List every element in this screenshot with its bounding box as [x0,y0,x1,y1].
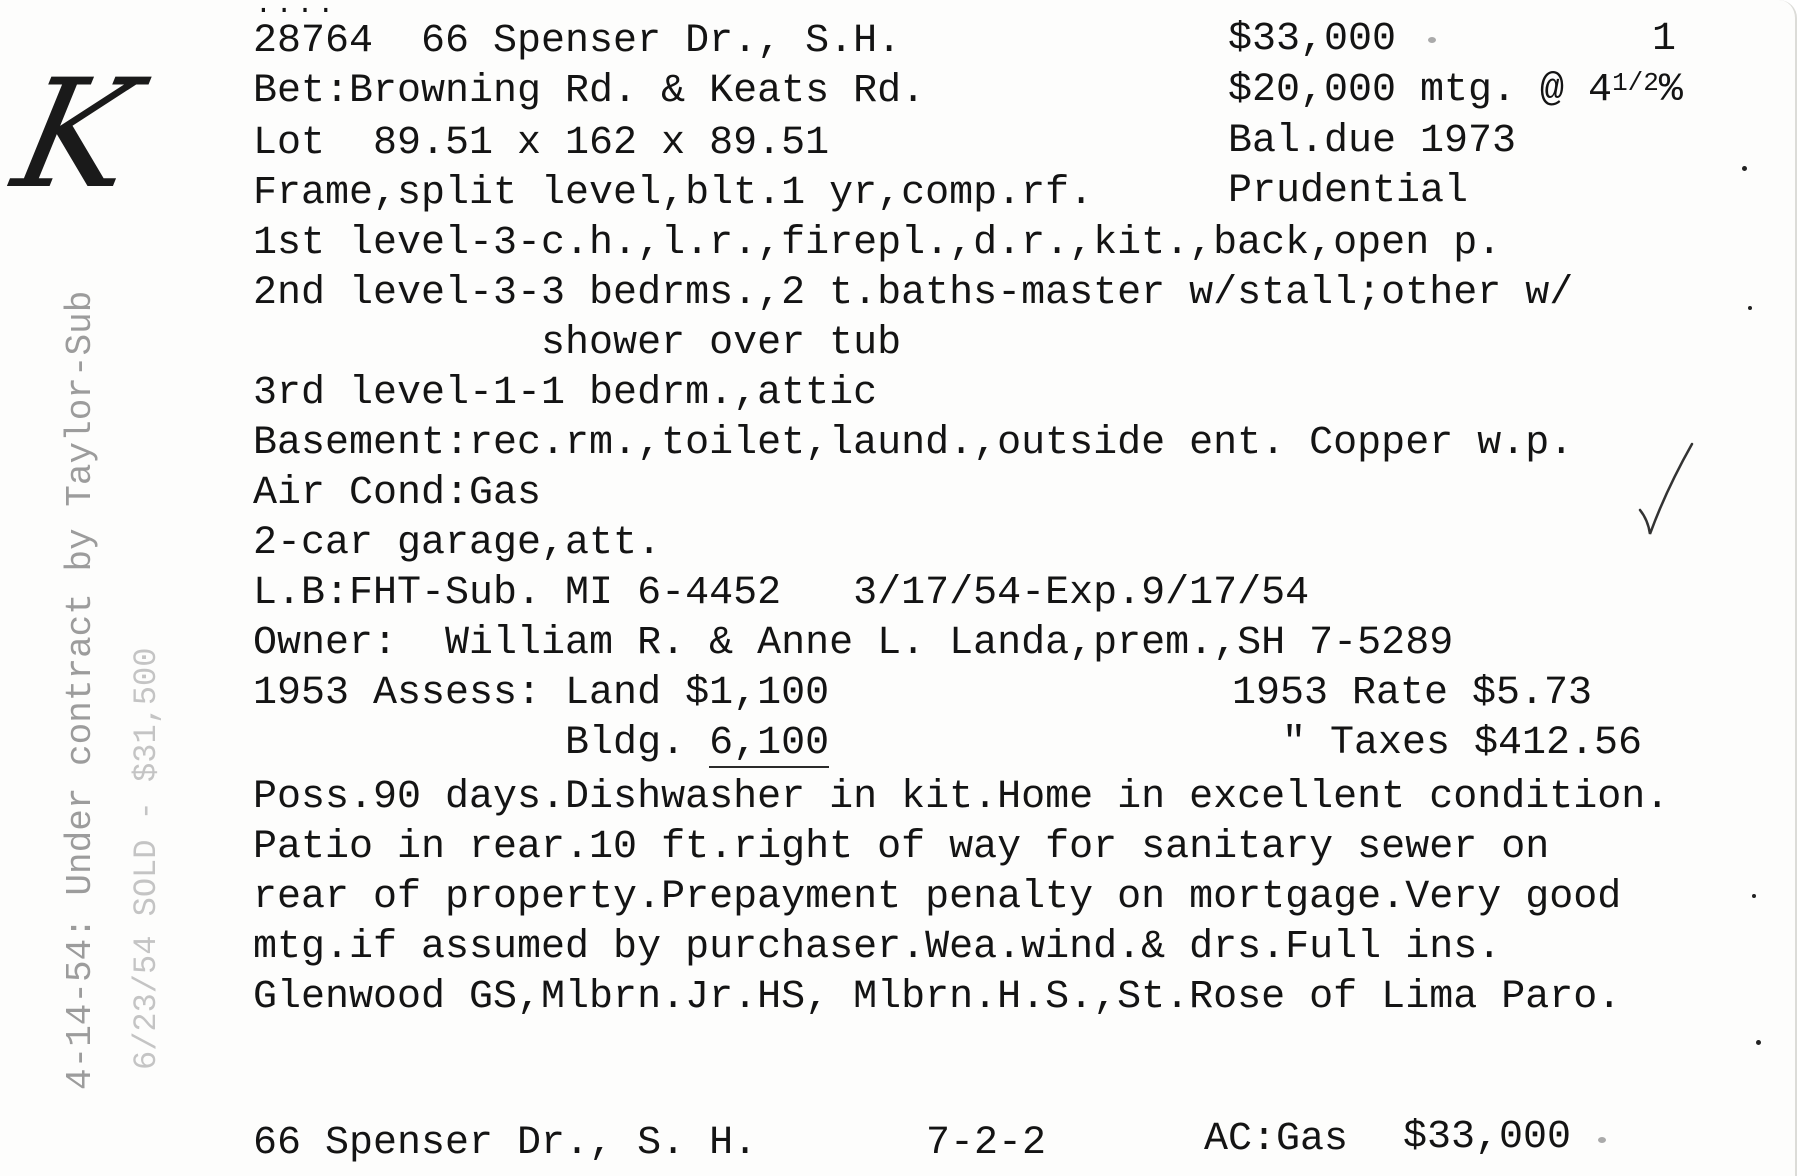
ink-speck [1742,166,1747,171]
ink-speck [1752,894,1756,898]
margin-note-contract: 4-14-54: Under contract by Taylor-Sub [60,290,101,1090]
schools: Glenwood GS,Mlbrn.Jr.HS, Mlbrn.H.S.,St.Rose of Lima Paro. [253,975,1622,1020]
remarks-4: mtg.if assumed by purchaser.Wea.wind.& drs.Full ins. [253,925,1502,970]
footer-rooms: 7-2-2 [926,1121,1047,1166]
mortgage-text: $20,000 mtg. @ 4 [1228,68,1613,113]
footer-price: $33,000 [1403,1115,1572,1160]
mortgage-percent: % [1658,68,1683,113]
air-conditioning: Air Cond:Gas [253,471,542,516]
garage: 2-car garage,att. [253,521,662,566]
footer-address: 66 Spenser Dr., S. H. [253,1121,758,1166]
margin-letter: K [1,48,151,222]
listing-number-address: 28764 66 Spenser Dr., S.H. [253,19,902,64]
building-label: Bldg. [253,721,710,766]
top-marks: .... [255,0,339,21]
assessment-land: 1953 Assess: Land $1,100 [253,671,830,716]
owner: Owner: William R. & Anne L. Landa,prem.,SH 7-5289 [253,621,1454,666]
building-value: 6,100 [709,721,830,766]
assessment-building [253,721,830,766]
lot-size: Lot 89.51 x 162 x 89.51 [253,121,830,166]
listing-broker: L.B:FHT-Sub. MI 6-4452 3/17/54-Exp.9/17/54 [253,571,1310,616]
ink-speck [1748,306,1752,310]
remarks-1: Poss.90 days.Dishwasher in kit.Home in excellent condition. [253,775,1670,820]
between-streets: Bet:Browning Rd. & Keats Rd. [253,69,926,114]
first-level: 1st level-3-c.h.,l.r.,firepl.,d.r.,kit.,back,open p. [253,221,1502,266]
basement: Basement:rec.rm.,toilet,laund.,outside ent. Copper w.p. [253,421,1574,466]
ink-speck [1428,37,1436,43]
remarks-2: Patio in rear.10 ft.right of way for sanitary sewer on [253,825,1550,870]
footer-ac: AC:Gas [1204,1117,1349,1162]
ink-speck [1598,1137,1606,1143]
taxes: " Taxes $412.56 [1282,721,1643,766]
page-number: 1 [1652,17,1677,62]
construction: Frame,split level,blt.1 yr,comp.rf. [253,171,1094,216]
margin-note-sold: 6/23/54 SOLD - $31,500 [128,647,165,1070]
tax-rate: 1953 Rate $5.73 [1232,671,1593,716]
ink-speck [1756,1040,1761,1045]
remarks-3: rear of property.Prepayment penalty on mortgage.Very good [253,875,1622,920]
second-level: 2nd level-3-3 bedrms.,2 t.baths-master w/stall;other w/ [253,271,1574,316]
balance-due: Bal.due 1973 [1228,119,1517,164]
second-level-cont: shower over tub [253,321,902,366]
third-level: 3rd level-1-1 bedrm.,attic [253,371,878,416]
mortgage-fraction: 1/2 [1612,68,1659,98]
price: $33,000 [1228,17,1397,62]
lender: Prudential [1228,169,1469,214]
mortgage [1228,70,1683,111]
checkmark-icon [1636,440,1696,540]
